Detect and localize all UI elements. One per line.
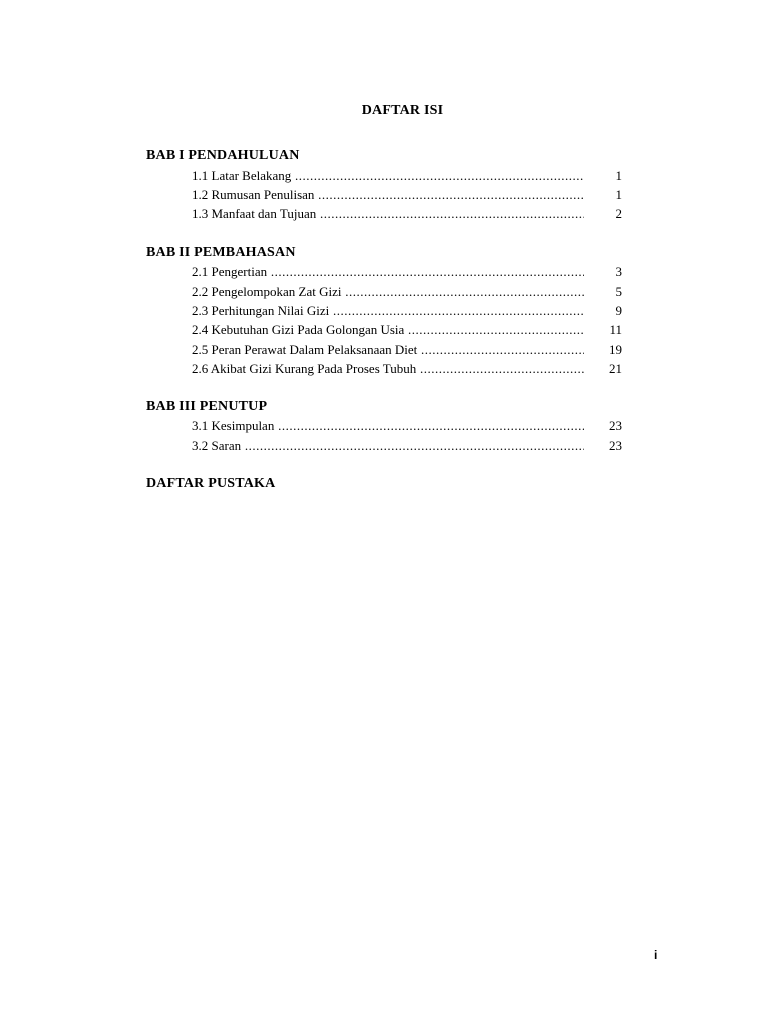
toc-entry [192, 416, 622, 435]
toc-entry-page: 5 [615, 284, 622, 299]
chapter-heading-bab-1: BAB I PENDAHULUAN [146, 148, 300, 163]
toc-entry [192, 166, 622, 185]
toc-entry-text: 1.1 Latar Belakang ..... [192, 166, 584, 185]
toc-entry-text: 3.2 Saran ..... [192, 436, 584, 455]
toc-entry [192, 340, 622, 359]
toc-entry-text: 2.6 Akibat Gizi Kurang Pada Proses Tubuh ..... [192, 359, 584, 378]
toc-entry-page: 23 [609, 438, 622, 453]
toc-entry [192, 320, 622, 339]
toc-entry-text: 2.1 Pengertian ..... [192, 262, 584, 281]
chapter-heading-daftar-pustaka: DAFTAR PUSTAKA [146, 476, 276, 491]
toc-entry [192, 262, 622, 281]
toc-entry-text: 2.4 Kebutuhan Gizi Pada Golongan Usia ..... [192, 320, 584, 339]
chapter-heading-bab-3: BAB III PENUTUP [146, 399, 268, 414]
toc-entry-page: 21 [609, 361, 622, 376]
toc-entry-text: 2.3 Perhitungan Nilai Gizi ..... [192, 301, 584, 320]
toc-entry [192, 436, 622, 455]
toc-entry-text: 3.1 Kesimpulan ..... [192, 416, 584, 435]
toc-entry-text: 1.3 Manfaat dan Tujuan ..... [192, 204, 584, 223]
page-number: i [654, 948, 658, 962]
toc-entry-page: 3 [615, 264, 622, 279]
toc-entry-text: 2.2 Pengelompokan Zat Gizi ..... [192, 282, 584, 301]
toc-entry [192, 301, 622, 320]
toc-entry-page: 1 [615, 187, 622, 202]
chapter-heading-bab-2: BAB II PEMBAHASAN [146, 245, 296, 260]
toc-entry [192, 204, 622, 223]
toc-entry-page: 1 [615, 168, 622, 183]
toc-entry [192, 185, 622, 204]
toc-entry-page: 2 [615, 206, 622, 221]
toc-entry-page: 23 [609, 418, 622, 433]
page-title: DAFTAR ISI [361, 103, 444, 118]
toc-entry-page: 9 [615, 303, 622, 318]
toc-entry [192, 282, 622, 301]
toc-entry-page: 19 [609, 342, 622, 357]
toc-entry [192, 359, 622, 378]
toc-entry-text: 1.2 Rumusan Penulisan ..... [192, 185, 584, 204]
toc-entry-page: 11 [609, 322, 622, 337]
toc-entry-text: 2.5 Peran Perawat Dalam Pelaksanaan Diet ..... [192, 340, 584, 359]
